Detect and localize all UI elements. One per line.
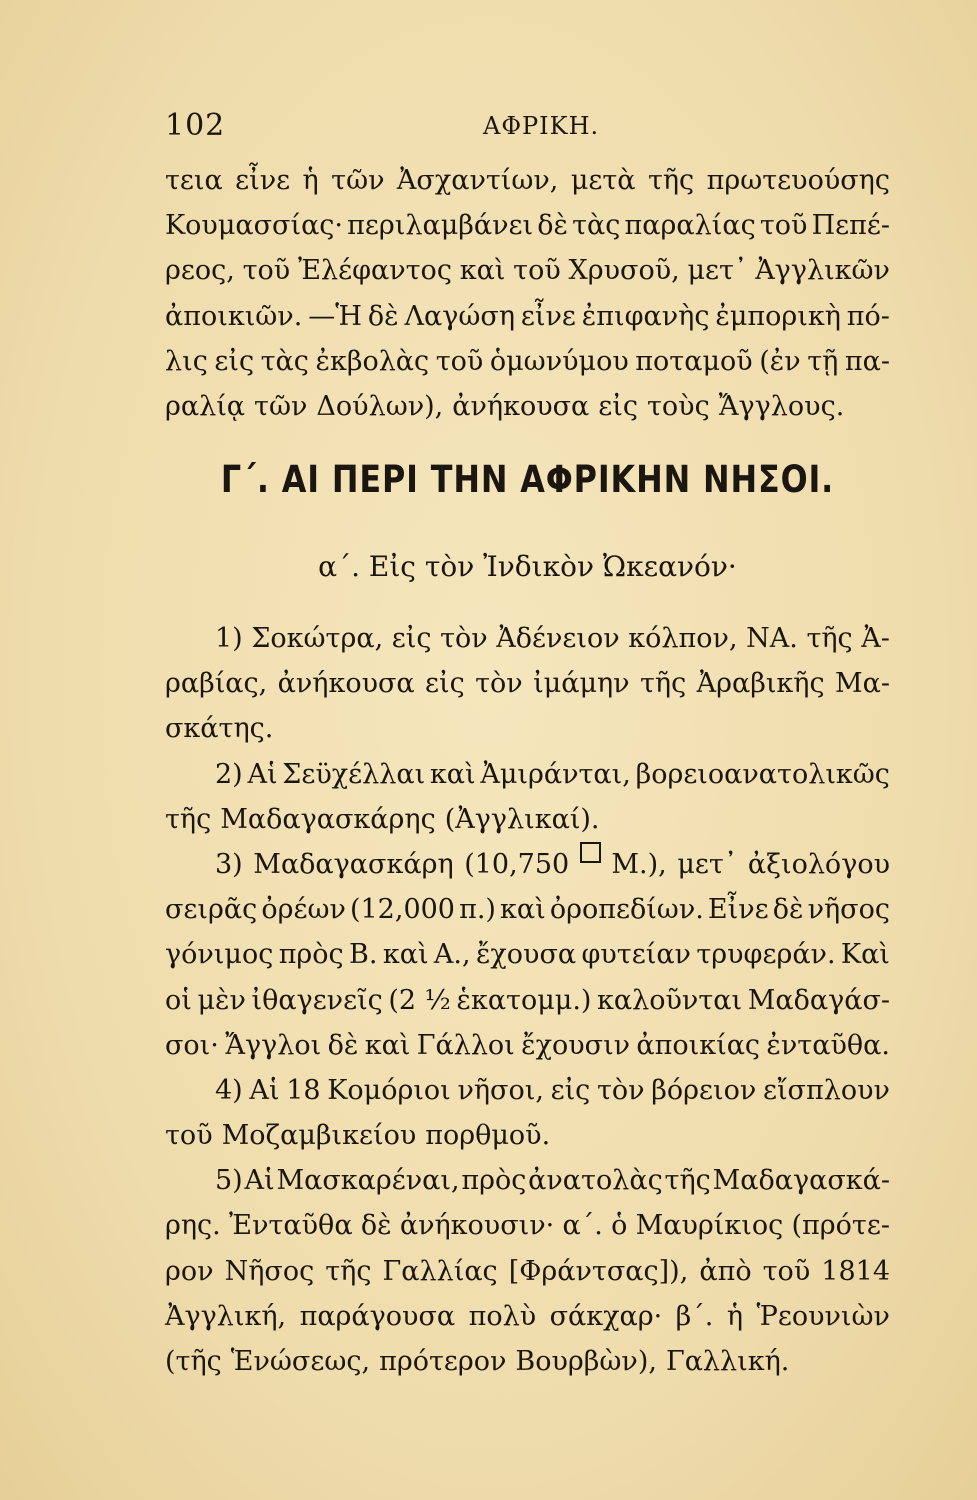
- word: ραλίᾳ: [165, 390, 246, 422]
- word: τῶν: [331, 165, 385, 196]
- word: τὸν: [475, 668, 523, 700]
- subheading: α΄. Εἰς τὸν Ἰνδικὸν Ὠκεανόν·: [318, 550, 737, 583]
- word: πρότερον: [379, 1346, 507, 1377]
- text-line: [165, 842, 890, 887]
- word: (ἐν: [759, 345, 801, 377]
- word: τῶν: [254, 390, 308, 422]
- word: ὁμωνύμου: [489, 345, 629, 377]
- word: Δούλων),: [316, 390, 444, 422]
- word: παράγουσα: [299, 1300, 456, 1332]
- word: τοῦ: [242, 255, 291, 287]
- word: καὶ: [364, 1029, 411, 1061]
- word: Μοζαμβικείου: [221, 1120, 417, 1152]
- word: καὶ: [429, 758, 476, 790]
- word: 5): [215, 1165, 243, 1197]
- page-header: [165, 108, 890, 148]
- word: ὁ: [611, 1210, 628, 1242]
- word: τὸν: [440, 623, 488, 654]
- word: Ἐνταῦθα: [229, 1210, 353, 1242]
- word: (πρότε-: [791, 1210, 890, 1242]
- word: ἔχουσιν: [521, 1029, 631, 1061]
- word: τῆς: [647, 165, 695, 196]
- word: Αἱ: [249, 1074, 280, 1106]
- word: τὰς: [260, 345, 309, 377]
- word: γόνιμος: [165, 939, 274, 971]
- word: εἰς: [550, 1074, 591, 1106]
- word: εἰς: [425, 668, 465, 700]
- word: Μαυρίκιος: [635, 1210, 784, 1242]
- word: καὶ: [459, 255, 506, 287]
- word: πα-: [844, 345, 890, 377]
- word: 3): [215, 848, 243, 880]
- word: ἀνήκουσα: [277, 668, 415, 700]
- word: τὸν: [596, 1074, 645, 1106]
- text-line: [165, 797, 890, 842]
- word: Ἀδένειον: [496, 623, 620, 654]
- word: πολὺ: [468, 1300, 537, 1332]
- text-line: [165, 339, 890, 384]
- word: τῆς: [639, 668, 687, 700]
- word: σκάτης.: [165, 713, 274, 745]
- word: Γαλλίας: [382, 1255, 498, 1287]
- word: ἡ: [302, 165, 319, 196]
- word: Ἀγγλικῶν: [755, 255, 890, 287]
- word: τῆς: [664, 1165, 711, 1197]
- word: Ἀσχαντίων,: [396, 165, 559, 196]
- word: ρον: [165, 1255, 214, 1287]
- word: σάκχαρ·: [549, 1300, 663, 1332]
- word: α΄.: [562, 1210, 603, 1242]
- word: τοῦ: [513, 255, 561, 287]
- islands-list: [165, 616, 890, 1384]
- word: δὲ: [537, 210, 568, 242]
- word: Β.: [349, 939, 378, 971]
- word: ρης.: [165, 1210, 221, 1242]
- word: Μαδαγάσ-: [747, 984, 890, 1016]
- word: ἐπιφανὴς: [581, 300, 710, 332]
- word: τοῦ: [762, 1255, 811, 1287]
- text-line: [165, 706, 890, 751]
- word: τοῦ: [759, 210, 808, 242]
- word: καλοῦνται: [597, 984, 743, 1016]
- word: νῆσοι,: [457, 1074, 544, 1106]
- word: (τῆς: [165, 1346, 222, 1377]
- word: τῇ: [807, 345, 839, 377]
- word: Μ.),: [611, 848, 667, 880]
- word: ραβίας,: [165, 668, 268, 700]
- word: Κομόριοι: [327, 1074, 451, 1106]
- word: Ἀραβικῆς: [696, 668, 825, 700]
- text-line: [165, 1249, 890, 1294]
- word: Γαλλική.: [665, 1346, 790, 1377]
- word: εἴσπλουν: [762, 1074, 890, 1106]
- word: σειρᾶς: [165, 894, 258, 926]
- word: κόλπον,: [628, 623, 738, 654]
- word: Ῥεουνιὼν: [756, 1300, 890, 1332]
- word: τοῦ: [435, 345, 484, 377]
- word: εἰς: [391, 623, 432, 654]
- word: 1814: [821, 1255, 890, 1287]
- text-line: [165, 1113, 890, 1158]
- word: Εἶνε: [707, 894, 769, 926]
- word: σοι·: [165, 1029, 219, 1061]
- word: δὲ: [772, 894, 804, 926]
- text-line: [165, 248, 890, 293]
- word: [Φράντσας]),: [508, 1255, 689, 1287]
- word: πό-: [846, 300, 890, 332]
- word: Χρυσοῦ,: [568, 255, 680, 287]
- word: Ἄγγλους.: [718, 390, 845, 422]
- word: Μαδαγασκάρη: [253, 848, 454, 880]
- word: 1): [215, 623, 243, 654]
- word: τεια: [165, 165, 223, 196]
- text-line: [165, 752, 890, 797]
- word: β΄.: [675, 1300, 714, 1332]
- word: δὲ: [327, 1029, 359, 1061]
- text-line: [165, 616, 890, 661]
- word: Σοκώτρα,: [251, 623, 384, 654]
- word: εἶνε: [520, 300, 576, 332]
- word: πρὸς: [278, 939, 344, 971]
- word: ἐμπορικὴ: [715, 300, 841, 332]
- text-line: [165, 932, 890, 977]
- word: Γάλλοι: [416, 1029, 515, 1061]
- page-number: 102: [165, 108, 226, 143]
- word: οἱ: [165, 984, 192, 1016]
- word: μετ᾽: [687, 255, 748, 287]
- word: ἰθαγενεῖς: [251, 984, 383, 1016]
- text-line: [165, 978, 890, 1023]
- word: Λαγώση: [404, 300, 516, 332]
- word: Α.,: [433, 939, 471, 971]
- word: Ἐλέφαντος: [297, 255, 452, 287]
- word: Ἑνώσεως,: [230, 1346, 371, 1377]
- text-line: [165, 887, 890, 932]
- word: ἀνήκουσα: [452, 390, 590, 422]
- word: ὀροπεδίων.: [549, 894, 704, 926]
- word: (2 ½: [388, 984, 451, 1016]
- word: ἀξιολόγου: [747, 848, 890, 880]
- word: ἀπὸ: [699, 1255, 752, 1287]
- word: βορειοανατολικῶς: [635, 758, 890, 790]
- word: ἀποικιῶν.: [165, 300, 303, 332]
- word: ἡ: [726, 1300, 744, 1332]
- word: καὶ: [382, 939, 429, 971]
- text-line: [165, 203, 890, 248]
- word: τῆς: [806, 623, 853, 654]
- square-unit-icon: [580, 842, 601, 863]
- word: ΝΑ.: [746, 623, 798, 654]
- word: ἀνήκουσιν·: [399, 1210, 555, 1242]
- word: Σεϋχέλλαι: [282, 758, 426, 790]
- text-line: [165, 1023, 890, 1068]
- word: πρωτευούσης: [706, 165, 890, 196]
- text-line: [165, 1158, 890, 1203]
- word: πρὸς: [461, 1165, 527, 1197]
- word: Πεπέ-: [811, 210, 890, 242]
- word: (10,750: [464, 848, 570, 880]
- word: δὲ: [367, 300, 399, 332]
- word: 2): [215, 758, 243, 790]
- word: περιλαμβάνει: [347, 210, 534, 242]
- word: ρεος,: [165, 255, 235, 287]
- word: 18: [286, 1074, 321, 1106]
- word: ἐνταῦθα.: [766, 1029, 890, 1061]
- word: νῆσος: [807, 894, 890, 926]
- word: παραλίας: [624, 210, 756, 242]
- word: ἐκβολὰς: [315, 345, 430, 377]
- word: καὶ: [500, 894, 546, 926]
- word: βόρειον: [651, 1074, 757, 1106]
- text-line: [165, 384, 890, 429]
- text-line: [165, 158, 890, 203]
- word: εἶνε: [235, 165, 291, 196]
- word: Ἄγγλοι: [225, 1029, 322, 1061]
- word: λις: [165, 345, 208, 377]
- text-line: [165, 661, 890, 706]
- word: ἀποικίας: [636, 1029, 761, 1061]
- word: —Ἡ: [308, 300, 362, 332]
- word: εἰς: [598, 390, 638, 422]
- running-title: ΑΦΡΙΚΗ.: [483, 112, 600, 140]
- word: Νῆσος: [224, 1255, 315, 1287]
- intro-paragraph: [165, 158, 890, 429]
- word: Μαδαγασκάρης: [220, 803, 436, 835]
- word: τοῦ: [165, 1120, 213, 1152]
- word: ἰμάμην: [533, 668, 630, 700]
- word: πορθμοῦ.: [425, 1120, 551, 1152]
- word: τὰς: [572, 210, 621, 242]
- word: 4): [215, 1074, 243, 1106]
- text-line: [165, 1294, 890, 1339]
- word: δὲ: [360, 1210, 392, 1242]
- word: μὲν: [197, 984, 246, 1016]
- text-line: [165, 1068, 890, 1113]
- word: Ἀ-: [861, 623, 890, 654]
- word: μετὰ: [570, 165, 636, 196]
- word: ποταμοῦ: [635, 345, 753, 377]
- word: Μαδαγασκά-: [712, 1165, 890, 1197]
- word: Ἀγγλική,: [165, 1300, 287, 1332]
- word: Κουμασσίας·: [165, 210, 344, 242]
- word: εἰς: [214, 345, 255, 377]
- word: Αἱ: [244, 1165, 275, 1197]
- word: ἑκατομμ.): [456, 984, 592, 1016]
- word: Ἀμιράνται,: [480, 758, 631, 790]
- word: τῆς: [325, 1255, 372, 1287]
- word: Αἱ: [247, 758, 278, 790]
- word: (Ἀγγλικαί).: [444, 803, 600, 835]
- word: Βουρβὼν),: [515, 1346, 657, 1377]
- word: ἀνατολὰς: [528, 1165, 663, 1197]
- word: μετ᾽: [677, 848, 738, 880]
- word: π.): [459, 894, 496, 926]
- word: Μασκαρέναι,: [276, 1165, 460, 1197]
- word: φυτείαν: [581, 939, 691, 971]
- word: Καὶ: [840, 939, 890, 971]
- word: τοὺς: [646, 390, 710, 422]
- word: Μα-: [834, 668, 890, 700]
- section-heading: Γ΄. ΑΙ ΠΕΡΙ ΤΗΝ ΑΦΡΙΚΗΝ ΝΗΣΟΙ.: [220, 458, 835, 501]
- text-line: [165, 294, 890, 339]
- word: ὀρέων: [261, 894, 346, 926]
- text-line: [165, 1203, 890, 1248]
- word: τρυφεράν.: [696, 939, 836, 971]
- word: (12,000: [349, 894, 455, 926]
- word: ἔχουσα: [475, 939, 577, 971]
- text-line: [165, 1339, 890, 1384]
- word: τῆς: [165, 803, 212, 835]
